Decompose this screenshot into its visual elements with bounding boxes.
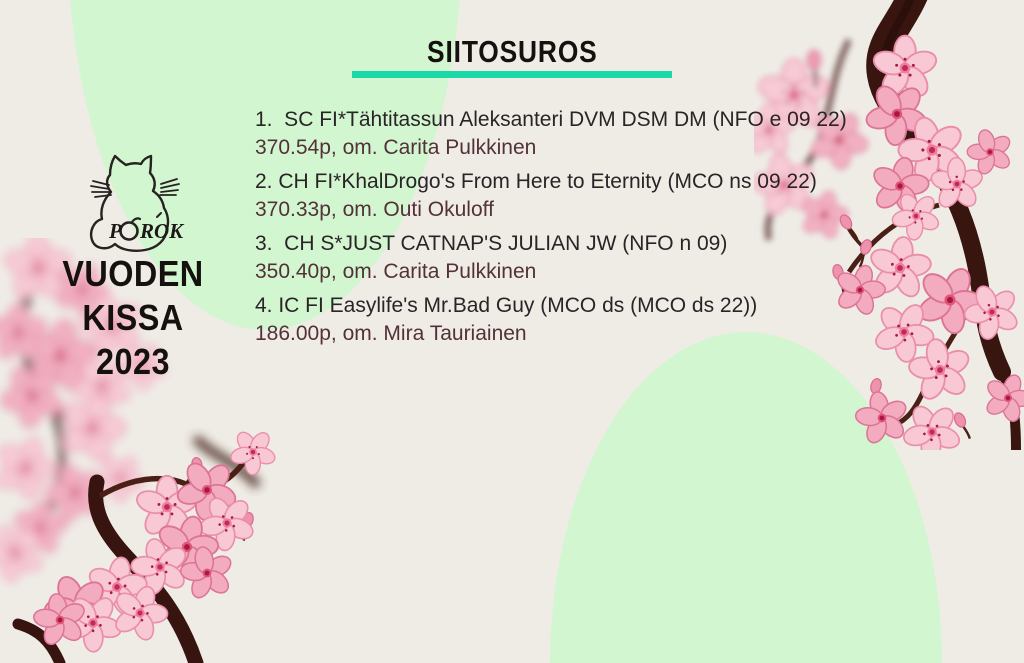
result-item-1	[255, 106, 847, 162]
logo-text-p: P	[109, 219, 122, 243]
award-line-1: VUODEN	[62, 253, 204, 294]
cat-points-owner: 186.00p, om. Mira Tauriainen	[255, 322, 527, 345]
award-line-3: 2023	[96, 341, 170, 382]
cat-points-owner: 370.54p, om. Carita Pulkkinen	[255, 136, 537, 159]
results-list	[255, 106, 847, 354]
cat-points-owner: 370.33p, om. Outi Okuloff	[255, 198, 494, 221]
award-line-2: KISSA	[82, 297, 184, 338]
cat-whiskers	[91, 179, 179, 197]
cat-name: 2. CH FI*KhalDrogo's From Here to Eternity (MCO ns 09 22)	[255, 170, 817, 193]
result-item-4	[255, 292, 847, 348]
title-underline	[352, 71, 672, 78]
cat-points-owner: 350.40p, om. Carita Pulkkinen	[255, 260, 537, 283]
logo-letter-o	[121, 223, 138, 240]
result-item-3	[255, 230, 847, 286]
logo-text-rok: ROK	[140, 219, 184, 243]
cat-name: 4. IC FI Easylife's Mr.Bad Guy (MCO ds (MCO ds 22))	[255, 294, 758, 317]
page-title: SIITOSUROS	[426, 34, 598, 69]
result-item-2	[255, 168, 847, 224]
award-title	[33, 252, 233, 384]
cat-name: 3. CH S*JUST CATNAP'S JULIAN JW (NFO n 09)	[255, 232, 728, 255]
cat-name: 1. SC FI*Tähtitassun Aleksanteri DVM DSM DM (NFO e 09 22)	[255, 108, 847, 131]
cat-silhouette-logo	[85, 148, 200, 258]
